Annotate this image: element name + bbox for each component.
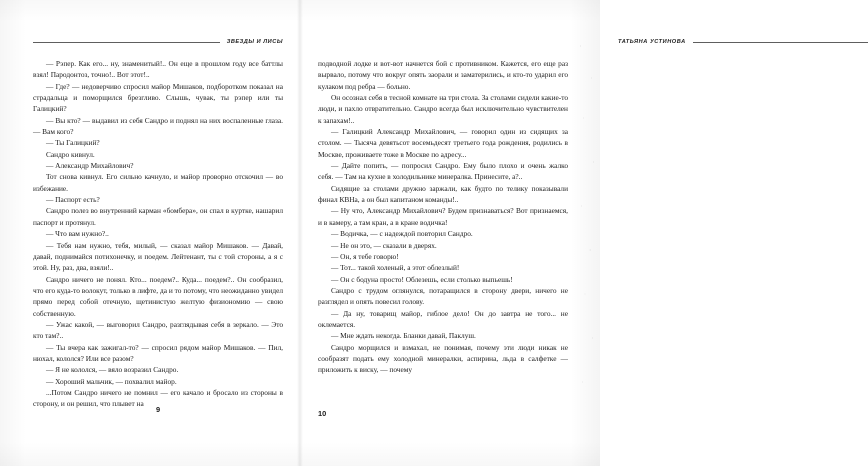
page-number-left: 9 <box>156 405 161 414</box>
paragraph: — Ужас какой, — выговорил Сандро, разглядывая себя в зеркало. — Это кто там?.. <box>33 319 283 341</box>
paragraph: — Ну что, Александр Михайлович? Будем признаваться? Вот признаемся, и в камеру, а там кран, а в кране водичка! <box>318 206 568 227</box>
running-head-left <box>33 36 283 48</box>
page-right-text-column <box>318 58 568 376</box>
paragraph: — Паспорт есть? <box>46 195 100 205</box>
paragraph: — Дайте попить, — попросил Сандро. Ему было плохо и очень жалко себя. — Там на кухне в холодильнике минералка. Принесите, а?.. <box>318 161 568 182</box>
paragraph: — Где? — недоверчиво спросил майор Мишаков, подборотком показал на страдальца и поморщился брезгливо. Слышь, чувак, ты рэпер или ты Галицкий? <box>33 81 283 114</box>
paragraph: — Тебя нам нужно, тебя, милый, — сказал майор Мишаков. — Давай, давай, поднимайся потихонечку, и поедем. Лейтенант, ты с той стороны, а я с этой. Ну, раз, два, взяли!.. <box>33 240 283 273</box>
paragraph: Сандро кивнул. <box>46 149 95 159</box>
paragraph: Сандро полез во внутренний карман «бомбера», он спал в куртке, нашарил паспорт и протянул. <box>33 206 283 227</box>
paragraph: — Ты Галицкий? <box>46 138 100 148</box>
paragraph: — Тот... такой холеный, а этот облезлый! <box>331 263 460 273</box>
running-head-title: ЗВЕЗДЫ И ЛИСЫ <box>226 39 283 45</box>
paragraph: Сидящие за столами дружно заржали, как будто по телику показывали финал КВНа, а он был капитаном команды!.. <box>318 183 568 205</box>
running-head-rule-right <box>693 42 868 43</box>
paragraph: — Хороший мальчик, — похвалил майор. <box>46 376 177 386</box>
paragraph: — Да ну, товарищ майор, гиблое дело! Он до завтра не того... не оклемается. <box>318 308 568 329</box>
paragraph: — Галицкий Александр Михайлович, — говорил один из сидящих за столом. — Тысяча девятьсот восемьдесят третьего года рождения, родились в Москве, проживаете тоже в Москве по адресу... <box>318 127 568 159</box>
paragraph: — Я не кололся, — вяло возразил Сандро. <box>46 365 179 375</box>
paragraph: подводной лодке и вот-вот начнется бой с противником. Кажется, его еще раз вырвало, потому что вокруг опять заорали и заматерились, и кто-то ударил его кулаком под ребра — больно. <box>318 59 568 91</box>
paragraph: — Водичка, — с надеждой повторил Сандро. <box>331 229 473 239</box>
paragraph: Сандро с трудом оглянулся, потаращился в сторону двери, ничего не разглядел и опять повесил голову. <box>318 285 568 307</box>
page-number-right: 10 <box>318 409 327 418</box>
paragraph: Он осознал себя в тесной комнате на три стола. За столами сидели какие-то люди, и пахло отвратительно. Сандро всегда был исключительно чувствителен к запахам!.. <box>318 93 568 125</box>
running-head-rule-left <box>33 42 220 43</box>
paragraph: — Он с бодуна просто! Облезешь, если столько выпьешь! <box>331 274 513 284</box>
paragraph: — Рэпер. Как его... ну, знаменитый!.. Он еще в прошлом году все баттлы взял! Пародонтоз, точно!.. Вот этот!.. <box>33 59 283 80</box>
running-head-right <box>618 36 868 48</box>
paragraph: ...Потом Сандро ничего не помнил — его качало и бросало из стороны в сторону, и он решил, что плывет на <box>33 387 283 409</box>
running-head-author: ТАТЬЯНА УСТИНОВА <box>618 39 686 45</box>
paragraph: Сандро морщился и взмахал, не понимая, почему эти люди никак не сообразят подать ему холодной минералки, аспирина, льда в салфетке — приложить к виску, — почему <box>318 342 568 375</box>
paragraph: Тот снова кивнул. Его сильно качнуло, и майор проворно отскочил — во избежание. <box>33 172 283 193</box>
page-left-text-column <box>33 58 283 410</box>
paragraph: — Мне ждать некогда. Бланки давай, Паклуш. <box>331 331 476 341</box>
page-left <box>0 0 300 466</box>
paragraph: — Ты вчера как зажигал-то? — спросил рядом майор Мишаков. — Пил, нюхал, кололся? Или все разом? <box>33 342 283 363</box>
paragraph: — Он, я тебе говорю! <box>331 251 399 261</box>
paragraph: — Вы кто? — выдавил из себя Сандро и поднял на них воспаленные глаза. — Вам кого? <box>33 115 283 137</box>
paragraph: Сандро ничего не понял. Кто... поедем?.. Куда... поедем?.. Он сообразил, что его куда-то волокут, только в лифте, да и то потому, что неожиданно увидел прямо перед собой отечную, щетинистую желтую физиономию — свою собственную. <box>33 274 283 318</box>
paragraph: — Александр Михайлович? <box>46 161 134 171</box>
paragraph: — Не он это, — сказали в дверях. <box>331 240 437 250</box>
paragraph: — Что вам нужно?.. <box>46 229 109 239</box>
